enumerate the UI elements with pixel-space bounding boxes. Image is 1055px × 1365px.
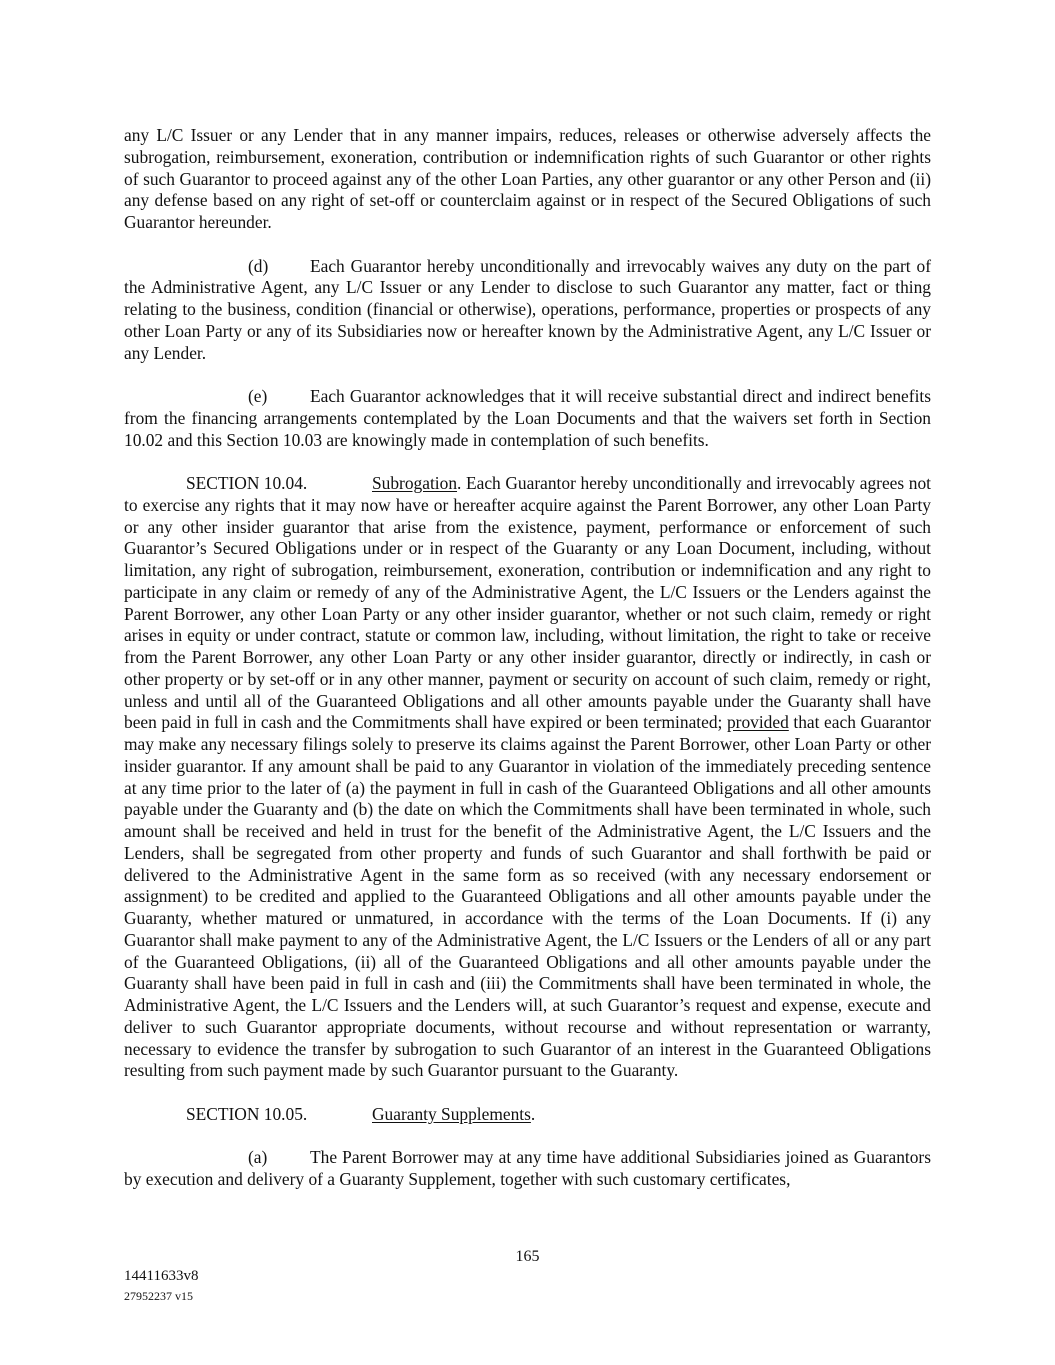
section-10-05-paragraph-a-text: The Parent Borrower may at any time have additional Subsidiaries joined as Guarantors by execution and delivery of a Guaranty Supplement, together with such customary certificates, bbox=[124, 1147, 931, 1189]
section-10-04 bbox=[124, 473, 931, 1082]
paragraph-d bbox=[124, 256, 931, 365]
paragraph-e-label: (e) bbox=[248, 386, 268, 406]
section-10-05-heading: Guaranty Supplements bbox=[372, 1103, 531, 1124]
document-id-secondary: 27952237 v15 bbox=[124, 1289, 193, 1303]
section-10-04-heading: Subrogation bbox=[372, 473, 458, 493]
section-10-05-heading-line bbox=[124, 1104, 931, 1126]
section-10-05-period: . bbox=[530, 1103, 536, 1124]
paragraph-e bbox=[124, 386, 931, 451]
section-10-04-text-part1: . Each Guarantor hereby unconditionally and irrevocably agrees not to exercise any rights that it may now have or hereafter acquire against the Parent Borrower, any other Loan Party or any other insider guarantor that arise from the existence, payment, performance or enforcement of such Guarantor’s Secured Obligations under or in respect of the Guaranty or any Loan Document, including, without limitation, any right of subrogation, reimbursement, exoneration, contribution or indemnification and any right to participate in any claim or remedy of any of the Administrative Agent, the L/C Issuers or the Lenders against the Parent Borrower, any other Loan Party or any other insider guarantor, whether or not such claim, remedy or right arises in equity or under contract, statute or common law, including, without limitation, the right to take or receive from the Parent Borrower, any other Loan Party or any other insider guarantor, directly or indirectly, in cash or other property or by set-off or in any other manner, payment or security on account of such claim, remedy or right, unless and until all of the Guaranteed Obligations and all other amounts payable under the Guaranty shall have been paid in full in cash and the Commitments shall have expired or been terminated; bbox=[124, 473, 931, 733]
section-10-05-paragraph-a-label: (a) bbox=[248, 1147, 268, 1168]
section-10-05-paragraph-a bbox=[124, 1147, 931, 1191]
paragraph-e-text: Each Guarantor acknowledges that it will receive substantial direct and indirect benefits from the financing arrangements contemplated by the Loan Documents and that the waivers set forth in Section 10.02 and this Section 10.03 are knowingly made in contemplation of such benefits. bbox=[124, 386, 931, 450]
document-page bbox=[124, 125, 931, 1191]
paragraph-d-text: Each Guarantor hereby unconditionally and irrevocably waives any duty on the part of the Administrative Agent, any L/C Issuer or any Lender to disclose to such Guarantor any matter, fact or thing relating to the business, condition (financial or otherwise), operations, performance, properties or prospects of any other Loan Party or any of its Subsidiaries now or hereafter known by the Administrative Agent, any L/C Issuer or any Lender. bbox=[124, 255, 931, 363]
document-id-primary: 14411633v8 bbox=[124, 1268, 199, 1284]
paragraph-d-label: (d) bbox=[248, 255, 269, 276]
page-number: 165 bbox=[515, 1248, 540, 1265]
section-10-04-text-part2: that each Guarantor may make any necessary filings solely to preserve its claims against the Parent Borrower, other Loan Party or other insider guarantor. If any amount shall be paid to any Guarantor in violation of the immediately preceding sentence at any time prior to the later of (a) the payment in full in cash of the Guaranteed Obligations and all other amounts payable under the Guaranty and (b) the date on which the Commitments shall have been terminated in whole, such amount shall be received and held in trust for the benefit of the Administrative Agent, the L/C Issuers and the Lenders, shall be segregated from other property and funds of such Guarantor and shall forthwith be paid or delivered to the Administrative Agent in the same form as so received (with any necessary endorsement or assignment) to be credited and applied to the Guaranteed Obligations and all other amounts payable under the Guaranty, whether matured or unmatured, in accordance with the terms of the Loan Documents. If (i) any Guarantor shall make payment to any of the Administrative Agent, the L/C Issuers or the Lenders of all or any part of the Guaranteed Obligations, (ii) all of the Guaranteed Obligations and all other amounts payable under the Guaranty shall have been paid in full in cash and (iii) the Commitments shall have been terminated in whole, the Administrative Agent, the L/C Issuers and the Lenders will, at such Guarantor’s request and expense, execute and deliver to such Guarantor appropriate documents, without recourse and without representation or warranty, necessary to evidence the transfer by subrogation to such Guarantor of an interest in the Guaranteed Obligations resulting from such payment made by such Guarantor pursuant to the Guaranty. bbox=[124, 712, 931, 1081]
carryover-paragraph: any L/C Issuer or any Lender that in any manner impairs, reduces, releases or otherwise adversely affects the subrogation, reimbursement, exoneration, contribution or indemnification rights of such Guarantor or other rights of such Guarantor to proceed against any of the other Loan Parties, any other guarantor or any other Person and (ii) any defense based on any right of set-off or counterclaim against or in respect of the Secured Obligations of such Guarantor hereunder. bbox=[124, 125, 931, 232]
section-10-05-number: SECTION 10.05. bbox=[186, 1103, 308, 1124]
section-10-04-proviso: provided bbox=[726, 712, 789, 733]
section-10-04-number: SECTION 10.04. bbox=[186, 473, 308, 493]
